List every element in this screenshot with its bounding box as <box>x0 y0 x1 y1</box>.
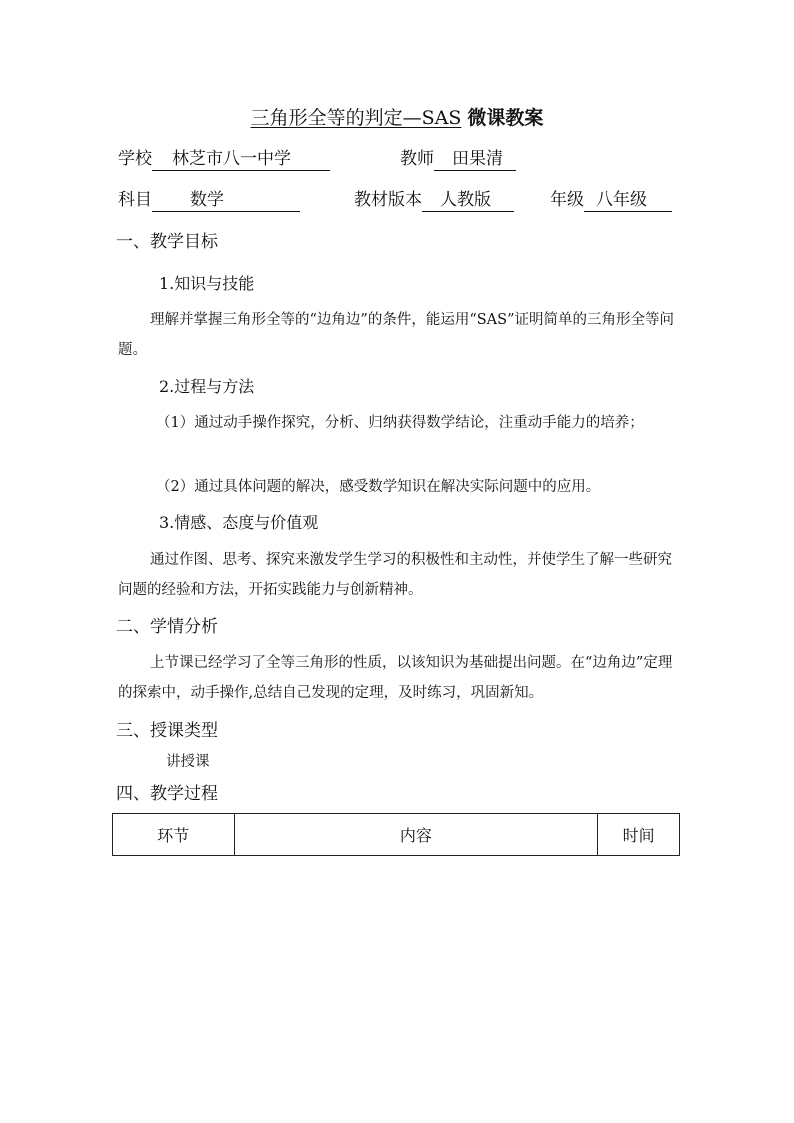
edition-label: 教材版本 <box>354 190 422 210</box>
edition-field <box>354 187 514 213</box>
teacher-value: 田果清 <box>434 148 516 171</box>
edition-value: 人教版 <box>422 189 514 212</box>
subject-field <box>118 187 300 213</box>
grade-label: 年级 <box>550 190 584 210</box>
paragraph-learning-analysis: 上节课已经学习了全等三角形的性质，以该知识为基础提出问题。在“边角边”定理的探索中，动手操作,总结自己发现的定理，及时练习，巩固新知。 <box>118 655 673 701</box>
section-teaching-goals: 一、教学目标 <box>116 232 218 252</box>
subject-value: 数学 <box>152 189 300 212</box>
teacher-label: 教师 <box>400 149 434 169</box>
paragraph-attitude-values: 通过作图、思考、探究来激发学生学习的积极性和主动性，并使学生了解一些研究问题的经验和方法，开拓实践能力与创新精神。 <box>118 552 672 598</box>
subsection-knowledge-skills: 1.知识与技能 <box>159 274 255 293</box>
grade-field <box>550 187 672 213</box>
paragraph-lesson-type: 讲授课 <box>166 754 210 770</box>
subsection-attitude-values: 3.情感、态度与价值观 <box>159 513 319 532</box>
school-value: 林芝市八一中学 <box>152 148 330 171</box>
school-label: 学校 <box>118 149 152 169</box>
table-header-time: 时间 <box>598 814 680 856</box>
table-header-stage: 环节 <box>113 814 235 856</box>
subject-label: 科目 <box>118 190 152 210</box>
paragraph-knowledge-skills: 理解并掌握三角形全等的“边角边”的条件，能运用“SAS”证明简单的三角形全等问题。 <box>118 312 674 358</box>
title-rest: 微课教案 <box>467 107 544 129</box>
title-underlined: 三角形全等的判定—SAS <box>250 107 462 129</box>
school-field <box>118 146 330 172</box>
section-lesson-type: 三、授课类型 <box>116 721 218 741</box>
paragraph-process-1: （1）通过动手操作探究，分析、归纳获得数学结论，注重动手能力的培养； <box>156 415 644 431</box>
teaching-process-table <box>112 813 680 856</box>
page-title <box>0 104 794 132</box>
table-header-content: 内容 <box>234 814 598 856</box>
section-teaching-process: 四、教学过程 <box>116 784 218 804</box>
grade-value: 八年级 <box>584 189 672 212</box>
subsection-process-methods: 2.过程与方法 <box>159 377 255 396</box>
teacher-field <box>400 146 516 172</box>
section-learning-analysis: 二、学情分析 <box>116 617 218 637</box>
paragraph-process-2: （2）通过具体问题的解决，感受数学知识在解决实际问题中的应用。 <box>156 479 601 495</box>
table-header-row <box>113 814 680 856</box>
